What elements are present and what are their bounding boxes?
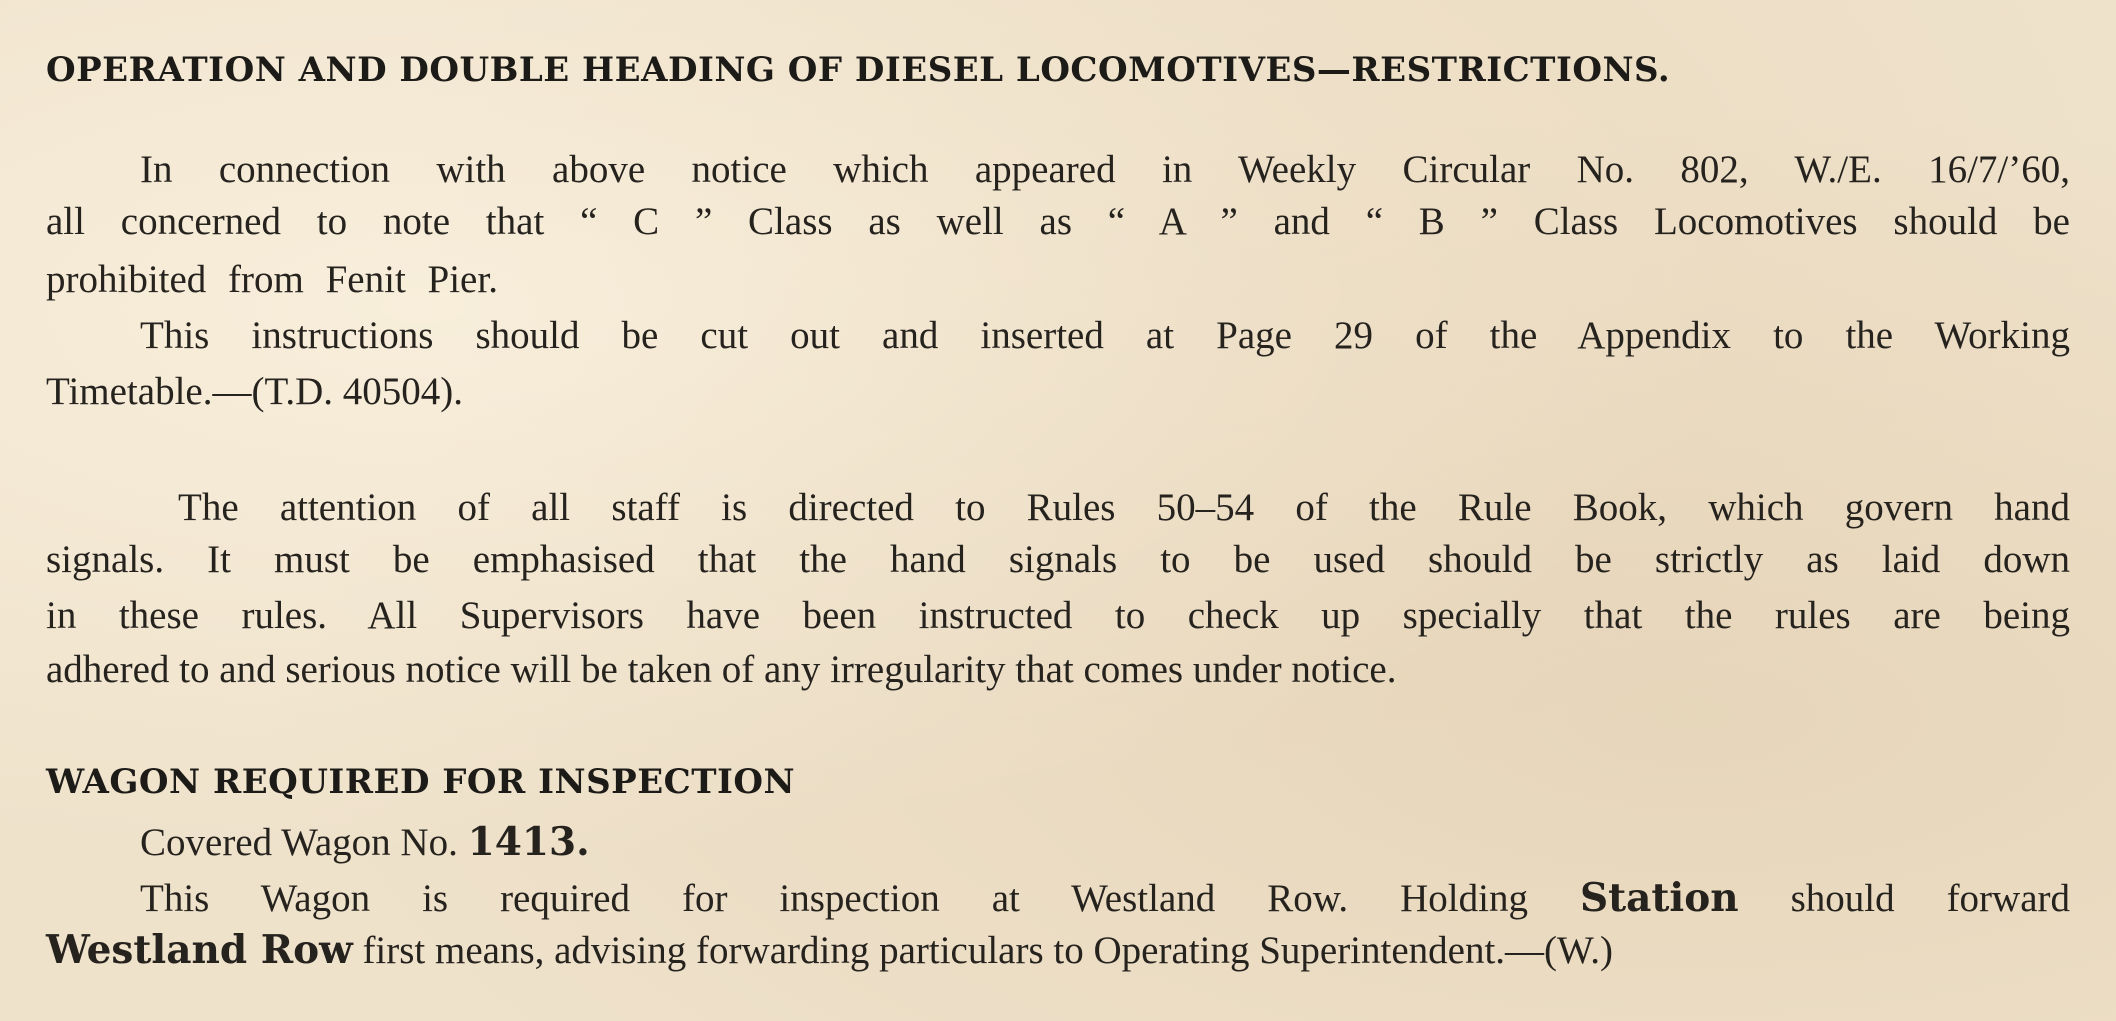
line-bold-text: Westland Row: [46, 927, 353, 973]
paragraph-line: [140, 874, 2070, 923]
paragraph-line: in these rules. All Supervisors have been instructed to check up specially that the rules are being: [46, 594, 2070, 637]
wagon-number: 1413.: [467, 819, 590, 865]
wagon-number-line: [140, 818, 2070, 867]
paragraph-line: adhered to and serious notice will be taken of any irregularity that comes under notice.: [46, 648, 1397, 691]
paragraph-line: This instructions should be cut out and inserted at Page 29 of the Appendix to the Working: [140, 314, 2070, 357]
line-text: should forward: [1790, 877, 2071, 920]
heading-wagon-inspection: WAGON REQUIRED FOR INSPECTION: [46, 762, 796, 802]
paragraph-line: signals. It must be emphasised that the hand signals to be used should be strictly as laid down: [46, 538, 2070, 581]
wagon-prefix: Covered Wagon No.: [140, 821, 458, 864]
paragraph-line: prohibited from Fenit Pier.: [46, 258, 498, 301]
heading-diesel-restrictions: OPERATION AND DOUBLE HEADING OF DIESEL LOCOMOTIVES—RESTRICTIONS.: [46, 50, 1671, 90]
paragraph-line: all concerned to note that “ C ” Class as well as “ A ” and “ B ” Class Locomotives should be: [46, 200, 2070, 243]
line-text: first means, advising forwarding particulars to Operating Superintendent.—(W.): [362, 929, 1614, 972]
paragraph-line: In connection with above notice which appeared in Weekly Circular No. 802, W./E. 16/7/’60,: [140, 148, 2070, 191]
paragraph-line: [46, 926, 2070, 975]
paragraph-line: The attention of all staff is directed to Rules 50–54 of the Rule Book, which govern hand: [178, 486, 2070, 529]
paragraph-line: Timetable.—(T.D. 40504).: [46, 370, 464, 413]
line-text: This Wagon is required for inspection at Westland Row. Holding: [140, 877, 1528, 920]
line-bold-text: Station: [1579, 875, 1739, 921]
